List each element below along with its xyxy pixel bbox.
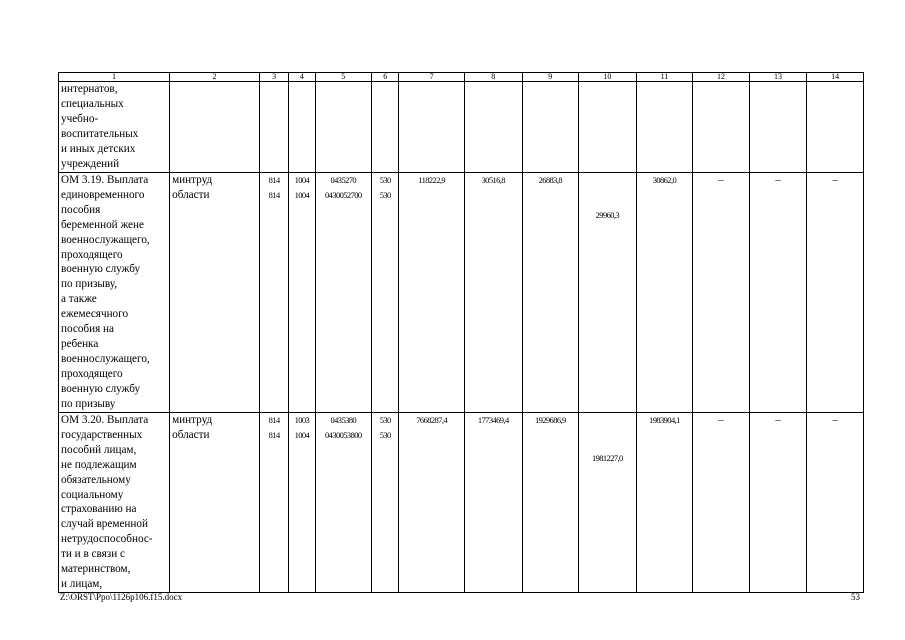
column-number: 2: [170, 73, 260, 82]
footer-file-path: Z:\ORST\Ppo\1126p106.f15.docx: [60, 592, 183, 602]
column-number: 4: [289, 73, 315, 82]
empty-cell: [522, 82, 579, 173]
section-code-cell: [289, 173, 315, 413]
empty-cell: [807, 82, 864, 173]
amount-year-cell: –: [749, 173, 807, 413]
empty-cell: [399, 82, 465, 173]
measure-name-cell: интернатов, специальных учебно- воспитательных и иных детских учреждений: [59, 82, 170, 173]
budget-table-page: [58, 72, 864, 593]
column-number: 5: [315, 73, 372, 82]
column-number: 10: [579, 73, 637, 82]
measure-name-cell: ОМ 3.20. Выплата государственных пособий лицам, не подлежащим обязательному социальному страхованию на случай временной нетрудоспособнос- ти и в связи с материнством, и лицам,: [59, 413, 170, 593]
amount-year-cell: [579, 173, 637, 413]
expense-type-code: 530: [379, 189, 391, 200]
target-article-code: 0430052700: [325, 189, 362, 200]
amount-year-cell: 30516,8: [464, 173, 522, 413]
executor-cell: минтруд области: [170, 173, 260, 413]
measure-name-cell: ОМ 3.19. Выплата единовременного пособия беременной жене военнослужащего, проходящего военную службу по призыву, а также ежемесячного пособия на ребенка военнослужащего, проходящего военную службу по призыву: [59, 173, 170, 413]
table-row-continuation: [59, 82, 864, 173]
chapter-code: 814: [268, 189, 280, 200]
amount-year-value: 1981227,0: [591, 453, 623, 463]
column-number: 3: [259, 73, 288, 82]
amount-year-cell: –: [749, 413, 807, 593]
amount-year-cell: 1929686,9: [522, 413, 579, 593]
chapter-code: 814: [268, 175, 280, 185]
table-row-om-3-20: [59, 413, 864, 593]
target-article-code: 0435270: [330, 175, 357, 185]
empty-cell: [579, 82, 637, 173]
expense-type-cell: [372, 413, 399, 593]
chapter-code-cell: [259, 173, 288, 413]
empty-cell: [372, 82, 399, 173]
chapter-code-cell: [259, 413, 288, 593]
column-number: 13: [749, 73, 807, 82]
empty-cell: [315, 82, 372, 173]
amount-year-cell: 1983904,1: [636, 413, 693, 593]
empty-cell: [693, 82, 750, 173]
column-number: 14: [807, 73, 864, 82]
column-number: 6: [372, 73, 399, 82]
amount-year-cell: 1773469,4: [464, 413, 522, 593]
section-code: 1003: [294, 415, 310, 425]
amount-year-cell: –: [693, 173, 750, 413]
expense-type-code: 530: [379, 415, 391, 425]
empty-cell: [749, 82, 807, 173]
target-article-code: 0435380: [330, 415, 357, 425]
amount-year-value: 29960,3: [595, 210, 620, 220]
amount-year-cell: –: [807, 173, 864, 413]
page-number: 53: [851, 592, 860, 602]
executor-cell: минтруд области: [170, 413, 260, 593]
amount-year-cell: 30862,0: [636, 173, 693, 413]
empty-cell: [170, 82, 260, 173]
target-article-cell: [315, 173, 372, 413]
chapter-code: 814: [268, 415, 280, 425]
target-article-code: 0430053800: [325, 429, 362, 440]
section-code: 1004: [294, 175, 310, 185]
amount-year-cell: 26883,8: [522, 173, 579, 413]
column-number: 7: [399, 73, 465, 82]
amount-total-cell: 7668287,4: [399, 413, 465, 593]
column-number: 9: [522, 73, 579, 82]
empty-cell: [636, 82, 693, 173]
column-number: 11: [636, 73, 693, 82]
section-code: 1004: [294, 189, 310, 200]
empty-cell: [289, 82, 315, 173]
amount-year-cell: –: [693, 413, 750, 593]
column-number: 1: [59, 73, 170, 82]
column-number: 8: [464, 73, 522, 82]
column-number-row: [59, 73, 864, 82]
amount-year-cell: –: [807, 413, 864, 593]
table-row-om-3-19: [59, 173, 864, 413]
section-code: 1004: [294, 429, 310, 440]
section-code-cell: [289, 413, 315, 593]
budget-table: [58, 72, 864, 593]
amount-year-cell: [579, 413, 637, 593]
column-number: 12: [693, 73, 750, 82]
empty-cell: [464, 82, 522, 173]
expense-type-cell: [372, 173, 399, 413]
target-article-cell: [315, 413, 372, 593]
expense-type-code: 530: [379, 175, 391, 185]
empty-cell: [259, 82, 288, 173]
expense-type-code: 530: [379, 429, 391, 440]
amount-total-cell: 118222,9: [399, 173, 465, 413]
chapter-code: 814: [268, 429, 280, 440]
